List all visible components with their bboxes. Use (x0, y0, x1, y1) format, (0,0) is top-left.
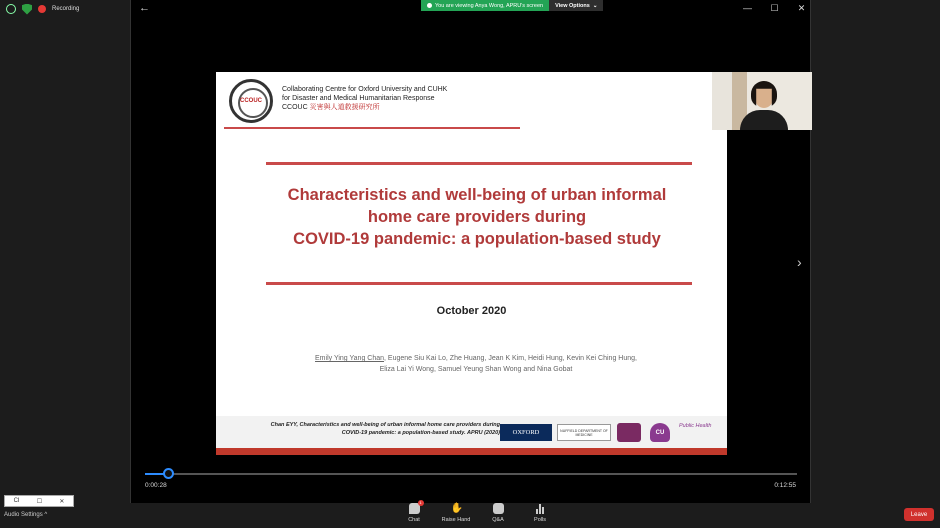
citation-line-2: COVID-19 pandemic: a population-based study. APRU (2020) (341, 430, 500, 436)
nuffield-logo: NUFFIELD DEPARTMENT OF MEDICINE (557, 424, 611, 441)
slide-title (246, 184, 708, 250)
close-button[interactable]: ✕ (797, 3, 806, 13)
viewing-banner (421, 0, 603, 11)
logo-text: CCOUC (240, 98, 262, 104)
qa-button[interactable] (482, 503, 514, 523)
raise-hand-button[interactable] (440, 503, 472, 523)
authors-line-2: Eliza Lai Yi Wong, Samuel Yeung Shan Wong and Nina Gobat (379, 366, 573, 373)
public-health-logo: Public Health (679, 423, 712, 429)
title-divider-bottom (266, 282, 692, 285)
view-options-label: View Options (555, 2, 590, 9)
screen-share-icon (427, 3, 432, 8)
security-shield-icon[interactable] (22, 4, 32, 15)
polls-label: Polls (534, 517, 546, 523)
window-controls (743, 3, 806, 14)
audio-settings-button[interactable]: Audio Settings ^ (4, 512, 48, 518)
slide-date: October 2020 (436, 305, 507, 317)
playback-track[interactable] (145, 473, 797, 475)
chat-icon (409, 500, 422, 514)
polls-icon (535, 503, 546, 514)
org-line-2: for Disaster and Medical Humanitarian Response (282, 95, 435, 102)
chat-label: Chat (408, 517, 420, 523)
mini-window-label: CI (13, 498, 20, 504)
org-line-1: Collaborating Centre for Oxford University and CUHK (282, 86, 448, 93)
authors-rest: , Eugene Siu Kai Lo, Zhe Huang, Jean K Kim, Heidi Hung, Kevin Kei Ching Hung, (384, 355, 637, 362)
title-divider-top (266, 162, 692, 165)
info-icon[interactable] (6, 4, 16, 14)
presentation-slide (216, 72, 727, 455)
header-divider (224, 127, 520, 129)
close-icon[interactable]: ✕ (59, 498, 65, 505)
organization-name (282, 85, 447, 112)
citation-line-1: Chan EYY, Characteristics and well-being of urban informal home care providers during (270, 422, 500, 428)
mini-window[interactable] (4, 495, 74, 507)
presenter-video[interactable] (712, 72, 812, 130)
back-arrow-icon[interactable]: ← (139, 2, 150, 14)
authors (266, 353, 686, 375)
viewing-indicator (421, 0, 549, 11)
title-line-2: home care providers during (367, 208, 587, 226)
oxford-logo: OXFORD (500, 424, 552, 441)
qa-label: Q&A (492, 517, 504, 523)
recording-label: Recording (52, 6, 80, 12)
viewing-text: You are viewing Anya Wong, APRU's screen (435, 2, 544, 9)
hand-icon: ✋ (450, 503, 463, 514)
chat-button[interactable] (398, 500, 430, 523)
citation (224, 421, 500, 437)
slide-bottom-bar (216, 448, 727, 455)
first-author: Emily Ying Yang Chan (315, 355, 385, 362)
recording-icon (38, 5, 46, 13)
org-line-3 (282, 103, 447, 112)
cu-logo: CU (650, 423, 670, 442)
org-line-3-zh: 災害與人道救援研究所 (309, 104, 380, 111)
authors-line-1 (266, 353, 686, 364)
restore-icon[interactable]: ☐ (36, 498, 43, 505)
maximize-button[interactable]: ☐ (770, 3, 779, 13)
shared-screen-panel (130, 0, 811, 503)
current-time: 0:00:28 (145, 482, 167, 489)
qa-icon (493, 503, 504, 514)
playback-scrubber[interactable] (163, 468, 174, 479)
view-options-button[interactable] (549, 0, 603, 11)
title-line-1: Characteristics and well-being of urban informal (287, 186, 667, 204)
status-strip (0, 0, 79, 18)
raise-hand-label: Raise Hand (441, 517, 471, 523)
minimize-button[interactable]: — (743, 3, 752, 13)
title-line-3: COVID-19 pandemic: a population-based study (293, 230, 661, 248)
cuhk-crest-logo (617, 423, 641, 442)
chevron-down-icon: ⌄ (592, 2, 598, 9)
total-time: 0:12:55 (774, 482, 796, 489)
leave-button[interactable]: Leave (904, 508, 934, 521)
polls-button[interactable] (524, 503, 556, 523)
meeting-toolbar (398, 500, 556, 523)
chevron-right-icon[interactable]: › (797, 254, 802, 270)
ccouc-logo (229, 79, 273, 123)
chat-badge: 1 (419, 500, 422, 505)
org-line-3-prefix: CCOUC (282, 104, 310, 111)
